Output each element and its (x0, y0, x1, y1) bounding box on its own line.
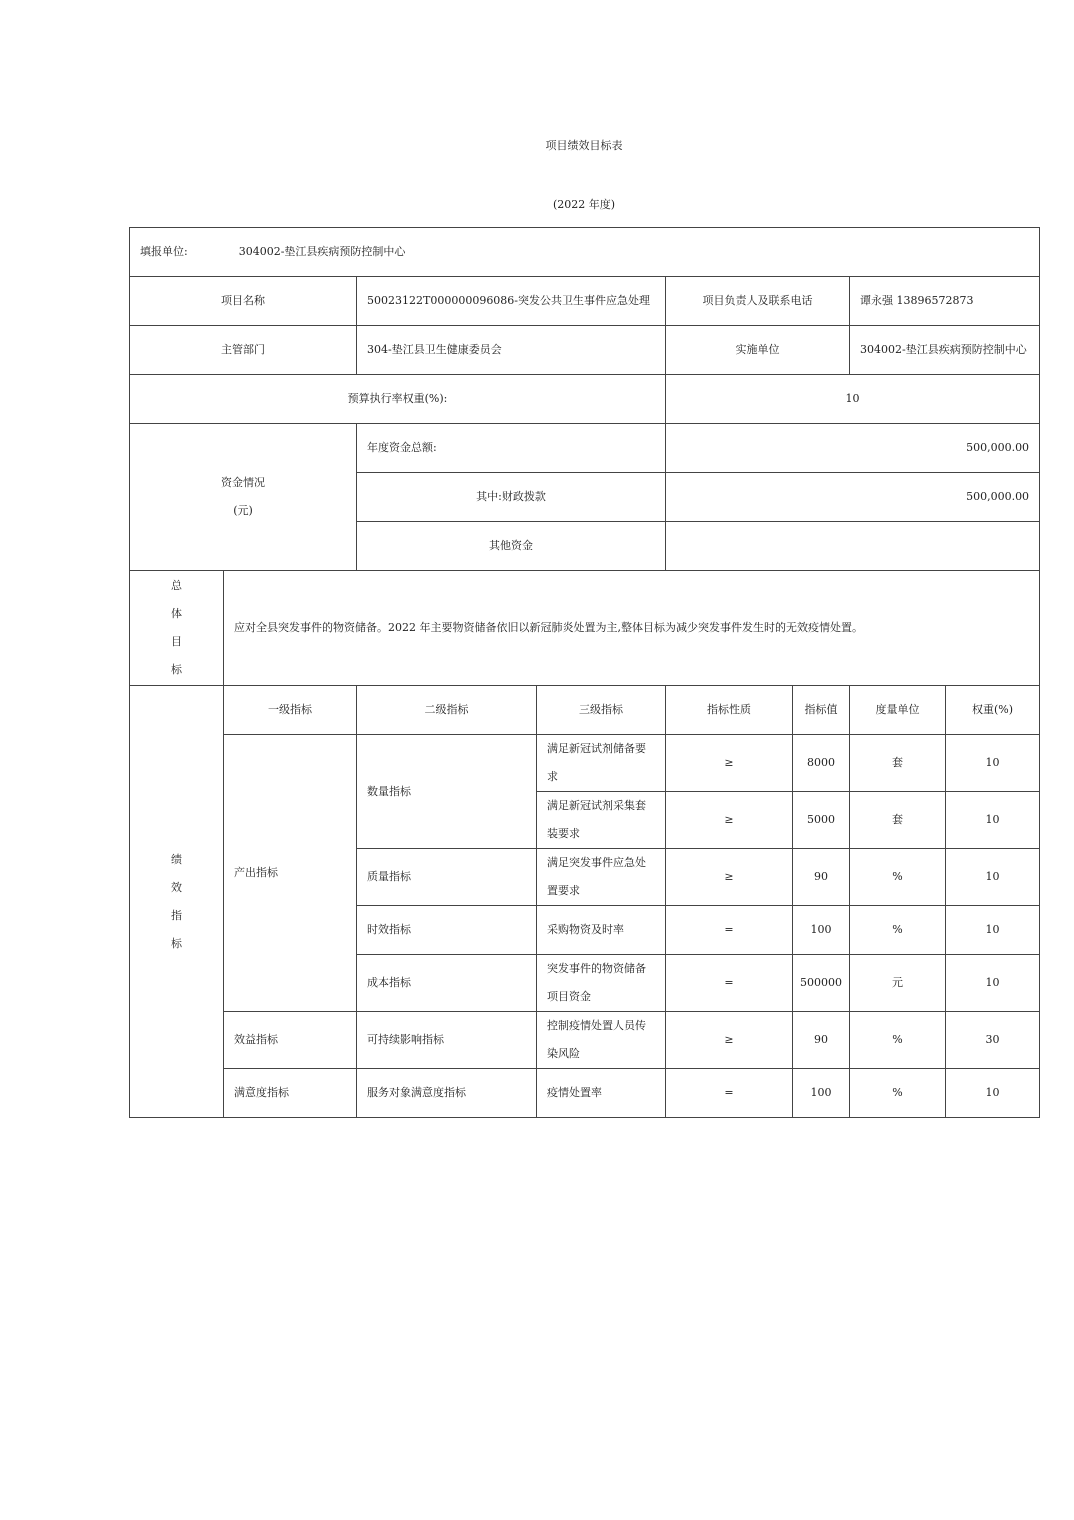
funds-other-value (666, 522, 1040, 571)
goal-char: 标 (171, 663, 182, 676)
unit-cell: % (850, 906, 946, 955)
budget-rate-value: 10 (666, 375, 1040, 424)
level3-cell: 满足新冠试剂储备要求 (537, 735, 666, 792)
unit-cell: 套 (850, 735, 946, 792)
funds-label (130, 424, 357, 571)
contact-label: 项目负责人及联系电话 (666, 277, 850, 326)
fill-unit-cell (130, 228, 1040, 277)
budget-rate-row (130, 375, 1040, 424)
header-level1: 一级指标 (224, 686, 357, 735)
value-cell: 100 (793, 1069, 850, 1118)
unit-cell: % (850, 849, 946, 906)
funds-total-label: 年度资金总额: (357, 424, 666, 473)
weight-cell: 10 (946, 906, 1040, 955)
perf-char: 绩 (171, 852, 182, 866)
nature-cell: = (666, 1069, 793, 1118)
contact-value: 谭永强 13896572873 (850, 277, 1040, 326)
impl-value: 304002-垫江县疾病预防控制中心 (850, 326, 1040, 375)
level2-timeliness: 时效指标 (357, 906, 537, 955)
performance-indicator-label (130, 686, 224, 1118)
weight-cell: 10 (946, 955, 1040, 1012)
funds-other-label: 其他资金 (357, 522, 666, 571)
nature-cell: ≥ (666, 849, 793, 906)
value-cell: 8000 (793, 735, 850, 792)
dept-row (130, 326, 1040, 375)
level3-cell: 满足突发事件应急处置要求 (537, 849, 666, 906)
unit-cell: 套 (850, 792, 946, 849)
indicator-header-row (130, 686, 1040, 735)
budget-rate-label: 预算执行率权重(%): (130, 375, 666, 424)
perf-char: 效 (171, 880, 182, 894)
funds-total-value: 500,000.00 (666, 424, 1040, 473)
overall-goal-text: 应对全县突发事件的物资储备。2022 年主要物资储备依旧以新冠肺炎处置为主,整体目标为减少突发事件发生时的无效疫情处置。 (224, 571, 1040, 686)
header-unit: 度量单位 (850, 686, 946, 735)
overall-goal-label (130, 571, 224, 686)
nature-cell: ≥ (666, 792, 793, 849)
goal-char: 总 (171, 579, 182, 592)
header-weight: 权重(%) (946, 686, 1040, 735)
funds-label-unit: (元) (233, 504, 253, 517)
nature-cell: ≥ (666, 735, 793, 792)
table-row (130, 1012, 1040, 1069)
project-name-row (130, 277, 1040, 326)
goal-char: 目 (171, 635, 182, 648)
weight-cell: 10 (946, 735, 1040, 792)
unit-cell: 元 (850, 955, 946, 1012)
value-cell: 5000 (793, 792, 850, 849)
impl-label: 实施单位 (666, 326, 850, 375)
funds-fiscal-label: 其中:财政拨款 (357, 473, 666, 522)
goal-char: 体 (171, 607, 182, 620)
level1-satisfaction: 满意度指标 (224, 1069, 357, 1118)
fill-unit-value: 304002-垫江县疾病预防控制中心 (238, 245, 406, 258)
project-name-label: 项目名称 (130, 277, 357, 326)
year-subtitle: (2022 年度) (552, 198, 616, 211)
page-title: 项目绩效目标表 (545, 139, 623, 152)
level2-cost: 成本指标 (357, 955, 537, 1012)
header-level2: 二级指标 (357, 686, 537, 735)
nature-cell: ≥ (666, 1012, 793, 1069)
table-row (130, 1069, 1040, 1118)
unit-cell: % (850, 1069, 946, 1118)
nature-cell: = (666, 906, 793, 955)
overall-goal-row (130, 571, 1040, 686)
funds-label-main: 资金情况 (221, 476, 265, 489)
dept-label: 主管部门 (130, 326, 357, 375)
header-nature: 指标性质 (666, 686, 793, 735)
fill-unit-row (130, 228, 1040, 277)
level2-quantity: 数量指标 (357, 735, 537, 849)
dept-value: 304-垫江县卫生健康委员会 (357, 326, 666, 375)
weight-cell: 10 (946, 792, 1040, 849)
project-name-value: 50023122T000000096086-突发公共卫生事件应急处理 (357, 277, 666, 326)
performance-table (129, 227, 1040, 1118)
weight-cell: 10 (946, 1069, 1040, 1118)
value-cell: 90 (793, 849, 850, 906)
funds-total-row (130, 424, 1040, 473)
weight-cell: 10 (946, 849, 1040, 906)
level2-quality: 质量指标 (357, 849, 537, 906)
level3-cell: 控制疫情处置人员传染风险 (537, 1012, 666, 1069)
level3-cell: 突发事件的物资储备项目资金 (537, 955, 666, 1012)
level2-service: 服务对象满意度指标 (357, 1069, 537, 1118)
table-row (130, 735, 1040, 792)
value-cell: 90 (793, 1012, 850, 1069)
perf-char: 指 (171, 908, 182, 922)
weight-cell: 30 (946, 1012, 1040, 1069)
perf-char: 标 (171, 936, 182, 950)
fill-unit-label: 填报单位: (140, 245, 188, 258)
level3-cell: 疫情处置率 (537, 1069, 666, 1118)
value-cell: 500000 (793, 955, 850, 1012)
header-level3: 三级指标 (537, 686, 666, 735)
level1-output: 产出指标 (224, 735, 357, 1012)
header-value: 指标值 (793, 686, 850, 735)
value-cell: 100 (793, 906, 850, 955)
unit-cell: % (850, 1012, 946, 1069)
level2-sustain: 可持续影响指标 (357, 1012, 537, 1069)
nature-cell: = (666, 955, 793, 1012)
level1-benefit: 效益指标 (224, 1012, 357, 1069)
level3-cell: 满足新冠试剂采集套装要求 (537, 792, 666, 849)
level3-cell: 采购物资及时率 (537, 906, 666, 955)
funds-fiscal-value: 500,000.00 (666, 473, 1040, 522)
